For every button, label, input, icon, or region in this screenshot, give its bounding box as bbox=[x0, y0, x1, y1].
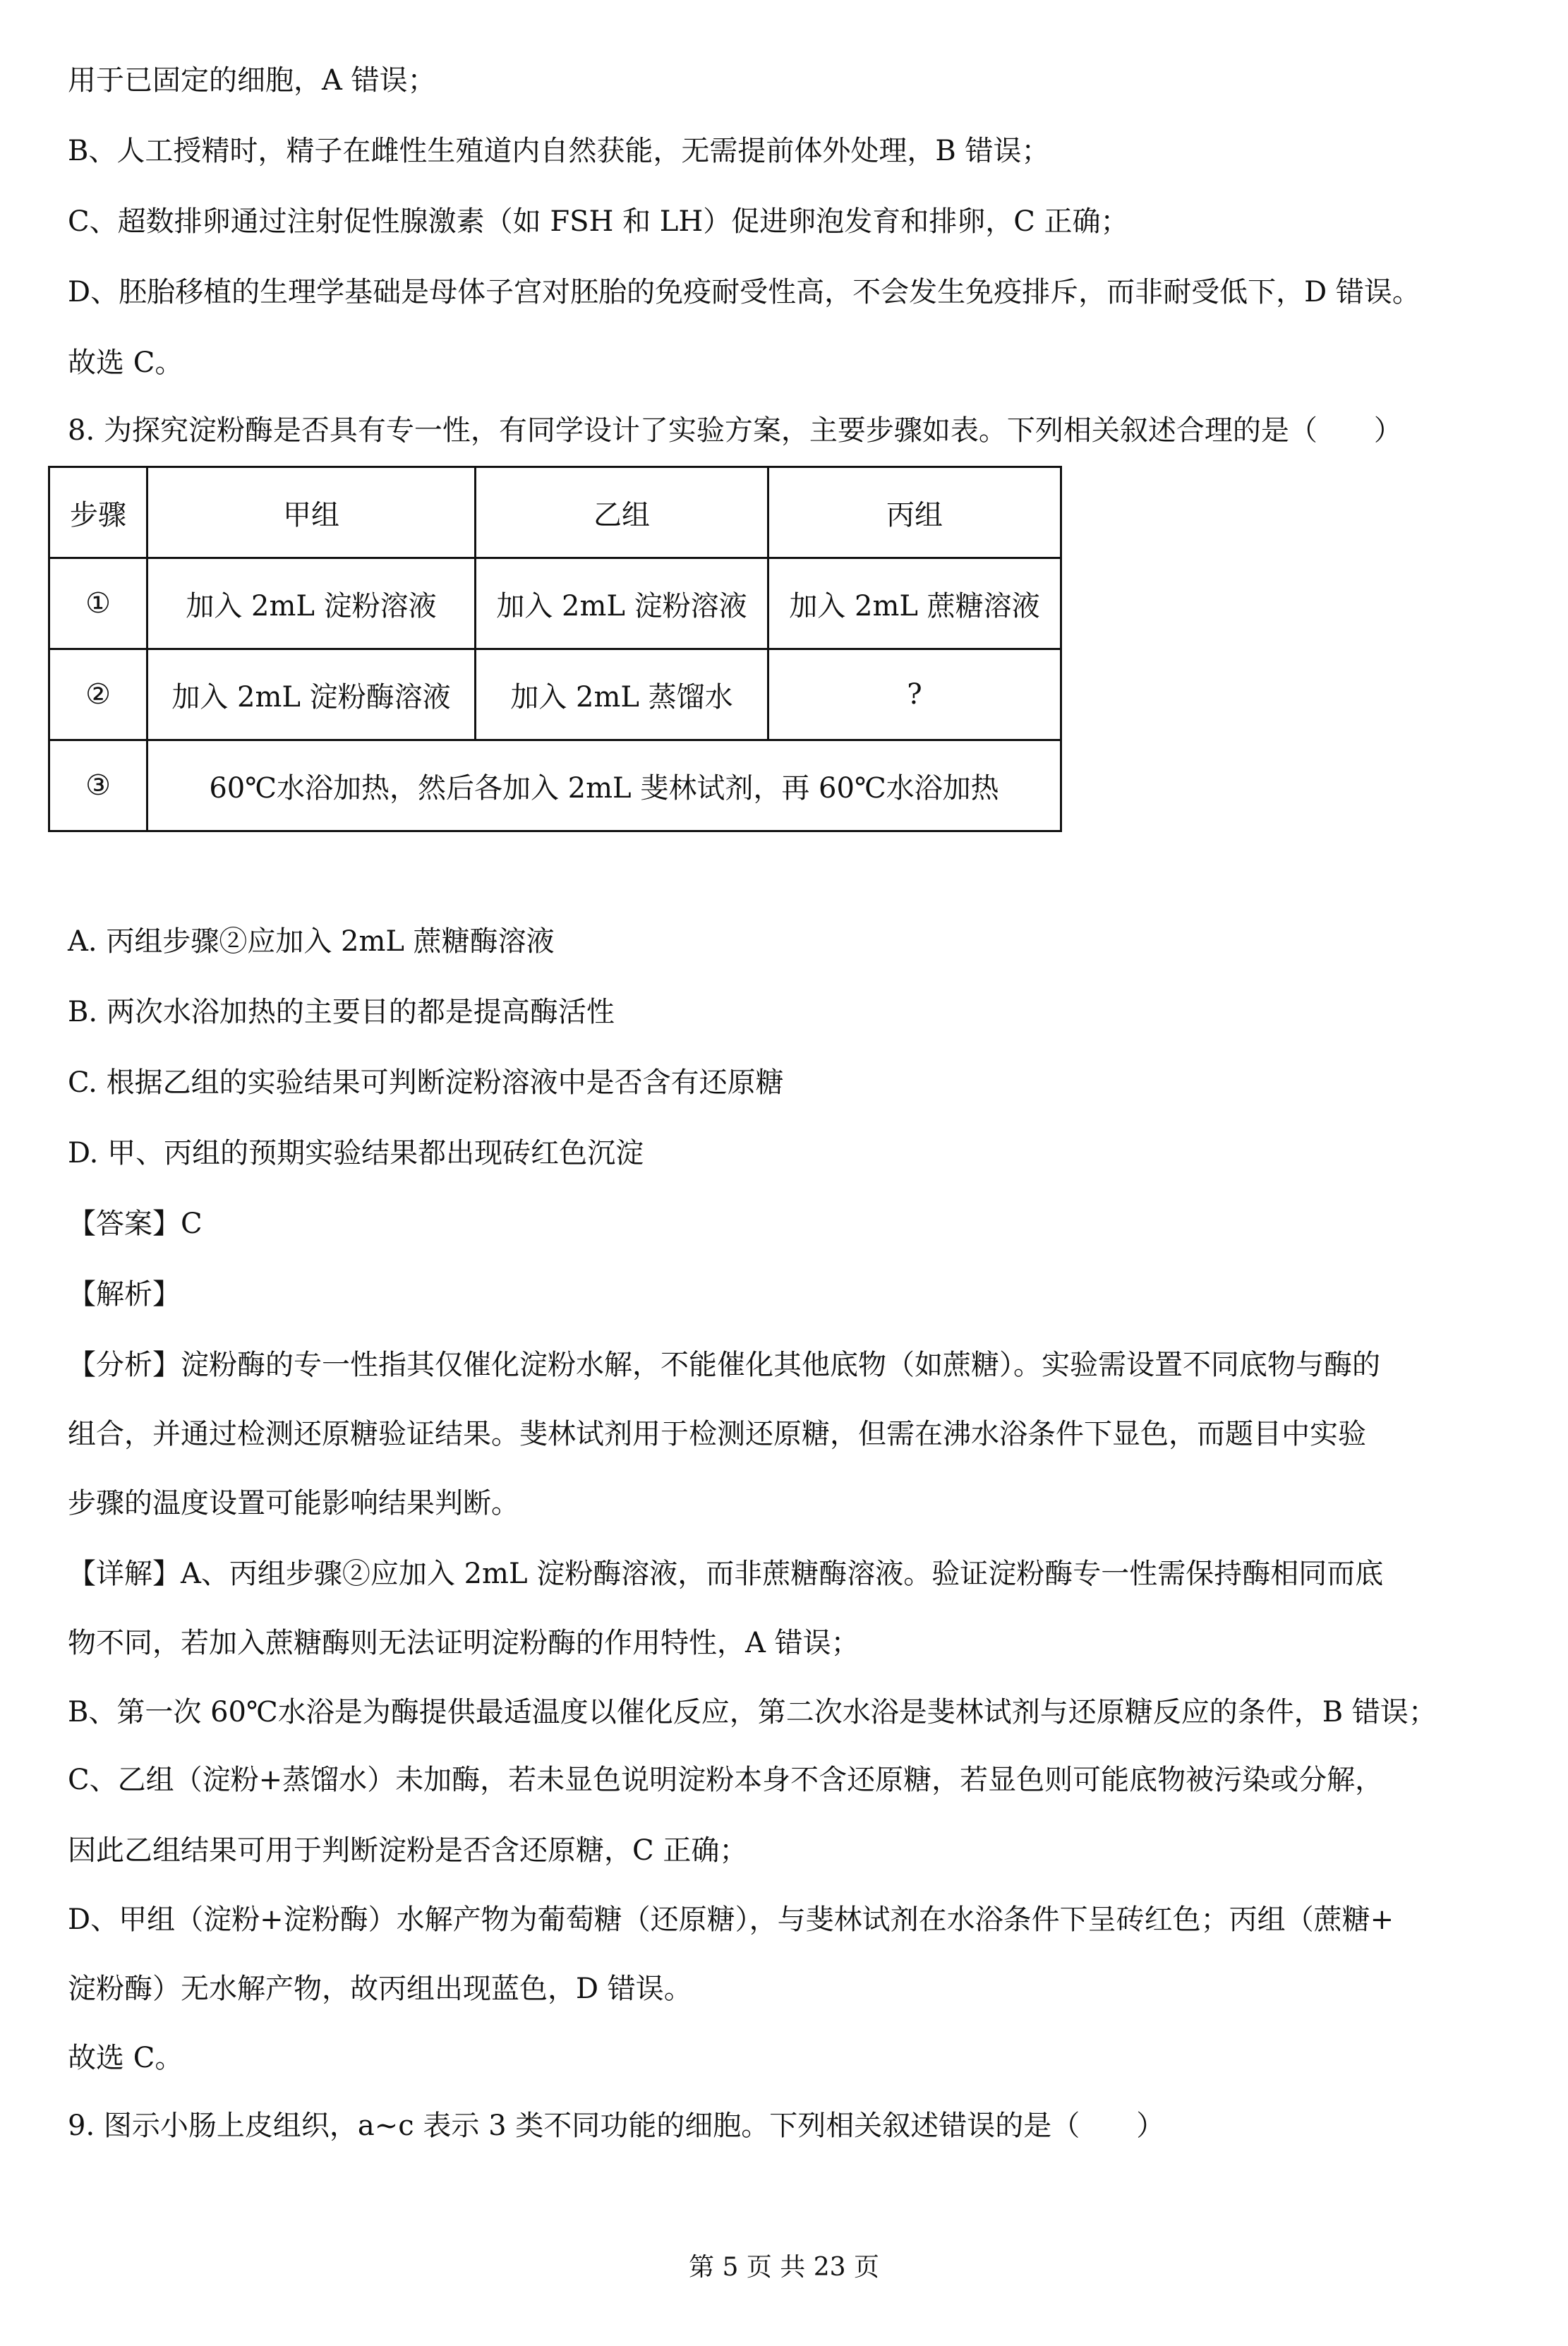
text-line: 因此乙组结果可用于判断淀粉是否含还原糖，C 正确； bbox=[68, 1834, 748, 1867]
option-d: D. 甲、丙组的预期实验结果都出现砖红色沉淀 bbox=[68, 1137, 644, 1169]
text-line: 故选 C。 bbox=[68, 2042, 183, 2074]
text-line: 故选 C。 bbox=[68, 347, 183, 379]
text-line: B、人工授精时，精子在雌性生殖道内自然获能，无需提前体外处理，B 错误； bbox=[68, 135, 1050, 167]
text-line: D、甲组（淀粉+淀粉酶）水解产物为葡萄糖（还原糖），与斐林试剂在水浴条件下呈砖红色；丙组（蔗糖+ bbox=[68, 1903, 1394, 1936]
text-line: 物不同，若加入蔗糖酶则无法证明淀粉酶的作用特性，A 错误； bbox=[68, 1627, 860, 1659]
text-line: D、胚胎移植的生理学基础是母体子宫对胚胎的免疫耐受性高，不会发生免疫排斥，而非耐受低下，D 错误。 bbox=[68, 276, 1421, 308]
option-b: B. 两次水浴加热的主要目的都是提高酶活性 bbox=[68, 996, 615, 1028]
text-line: C、乙组（淀粉+蒸馏水）未加酶，若未显色说明淀粉本身不含还原糖，若显色则可能底物被污染或分解， bbox=[68, 1764, 1384, 1796]
page-footer: 第 5 页 共 23 页 bbox=[689, 2253, 879, 2282]
question-9-stem: 9. 图示小肠上皮组织，a~c 表示 3 类不同功能的细胞。下列相关叙述错误的是（ ） bbox=[68, 2110, 1165, 2142]
table-header-cell: 乙组 bbox=[476, 467, 768, 558]
experiment-steps-table bbox=[48, 466, 1062, 832]
text-line: B、第一次 60℃水浴是为酶提供最适温度以催化反应，第二次水浴是斐林试剂与还原糖反应的条件，B 错误； bbox=[68, 1696, 1437, 1728]
table-cell: 加入 2mL 淀粉溶液 bbox=[476, 558, 768, 649]
text-line: 淀粉酶）无水解产物，故丙组出现蓝色，D 错误。 bbox=[68, 1973, 692, 2005]
table-cell-merged: 60℃水浴加热，然后各加入 2mL 斐林试剂，再 60℃水浴加热 bbox=[147, 740, 1061, 831]
table-cell: ? bbox=[768, 649, 1061, 740]
table-cell: ③ bbox=[49, 740, 147, 831]
table-header-cell: 丙组 bbox=[768, 467, 1061, 558]
text-line: C、超数排卵通过注射促性腺激素（如 FSH 和 LH）促进卵泡发育和排卵，C 正确； bbox=[68, 205, 1129, 238]
table-header-cell: 步骤 bbox=[49, 467, 147, 558]
analysis-label: 【解析】 bbox=[68, 1278, 181, 1311]
answer-label: 【答案】C bbox=[68, 1208, 203, 1240]
option-a: A. 丙组步骤②应加入 2mL 蔗糖酶溶液 bbox=[68, 925, 555, 958]
table-cell: 加入 2mL 蔗糖溶液 bbox=[768, 558, 1061, 649]
table-header-cell: 甲组 bbox=[147, 467, 476, 558]
text-line: 用于已固定的细胞，A 错误； bbox=[68, 64, 436, 97]
table-cell: 加入 2mL 淀粉酶溶液 bbox=[147, 649, 476, 740]
table-cell: 加入 2mL 淀粉溶液 bbox=[147, 558, 476, 649]
table-row bbox=[49, 649, 1061, 740]
table-cell: ② bbox=[49, 649, 147, 740]
option-c: C. 根据乙组的实验结果可判断淀粉溶液中是否含有还原糖 bbox=[68, 1066, 784, 1099]
text-line: 组合，并通过检测还原糖验证结果。斐林试剂用于检测还原糖，但需在沸水浴条件下显色，而题目中实验 bbox=[68, 1418, 1366, 1450]
text-line: 【详解】A、丙组步骤②应加入 2mL 淀粉酶溶液，而非蔗糖酶溶液。验证淀粉酶专一性需保持酶相同而底 bbox=[68, 1558, 1384, 1590]
table-cell: ① bbox=[49, 558, 147, 649]
table-header-row bbox=[49, 467, 1061, 558]
table-row bbox=[49, 740, 1061, 831]
text-line: 步骤的温度设置可能影响结果判断。 bbox=[68, 1487, 519, 1520]
table-cell: 加入 2mL 蒸馏水 bbox=[476, 649, 768, 740]
question-8-stem: 8. 为探究淀粉酶是否具有专一性，有同学设计了实验方案，主要步骤如表。下列相关叙述合理的是（ ） bbox=[68, 414, 1402, 447]
table-row bbox=[49, 558, 1061, 649]
text-line: 【分析】淀粉酶的专一性指其仅催化淀粉水解，不能催化其他底物（如蔗糖）。实验需设置不同底物与酶的 bbox=[68, 1349, 1380, 1381]
